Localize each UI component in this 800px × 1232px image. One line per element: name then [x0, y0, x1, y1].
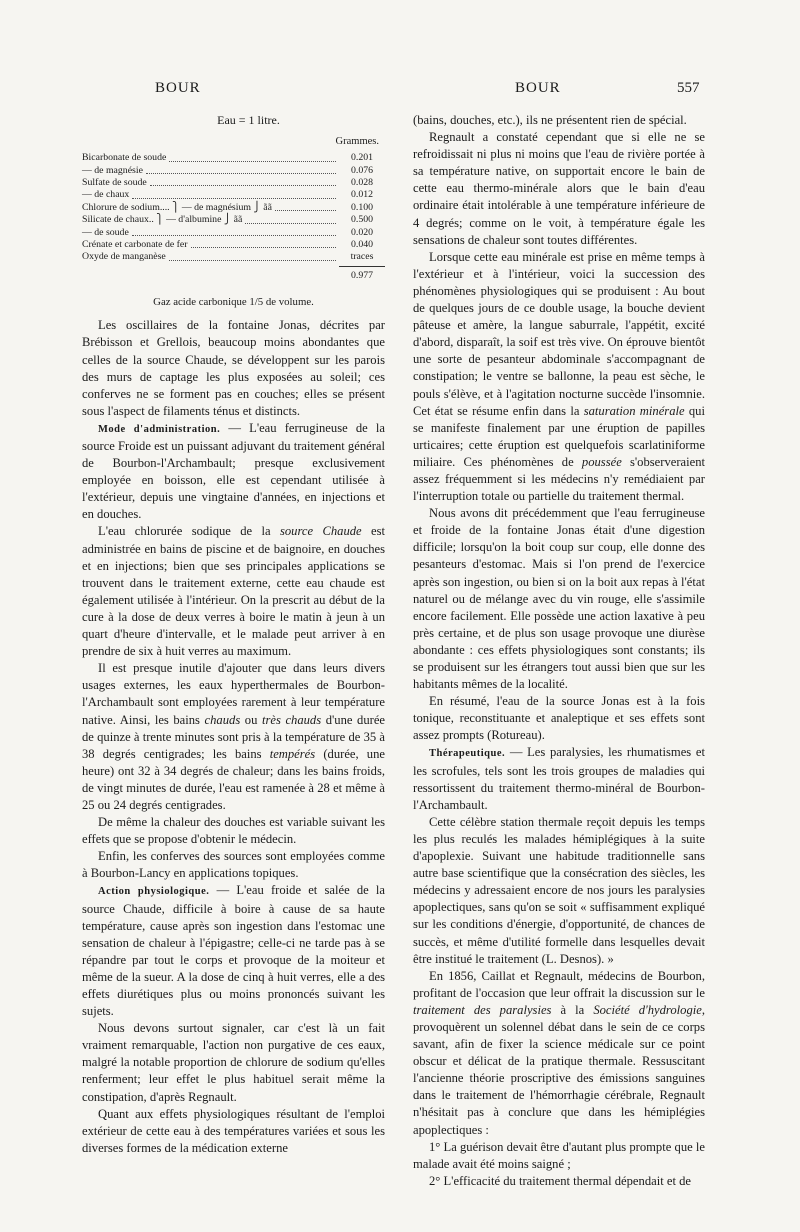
running-head-left: BOUR	[155, 80, 201, 96]
composition-unit: Grammes.	[335, 136, 379, 148]
paragraph: Mode d'administration. — L'eau ferrugineuse de la source Froide est un puissant adjuvant du traitement général de Bourbon-l'Archambault; presque exclusivement employée en boisson, elle est cependant utilisée à l'extérieur, depuis une vingtaine d'années, en injections et en douches.	[82, 420, 385, 522]
gas-note: Gaz acide carbonique 1/5 de volume.	[153, 296, 314, 309]
paragraph: Nous avons dit précédemment que l'eau ferrugineuse et froide de la fontaine Jonas était d'une digestion difficile; lorsqu'on la boit coup sur coup, elle donne des pesanteurs d'estomac. Mais si l'on prend de l'exercice après son ingestion, ou bien si on la boit aux repas à l'état naturel ou de mélange avec du vin rouge, elle s'assimile encore facilement. Elle possède une action laxative à peu près certaine, et de plus son usage provoque une diurèse abondante : ces effets physiologiques sont constants; ils se produisent sur les étrangers tout aussi bien que sur les habitants mêmes de la localité.	[413, 506, 705, 692]
composition-table	[82, 152, 385, 282]
composition-row: Crénate et carbonate de fer 0.040	[82, 239, 374, 251]
paragraph: En 1856, Caillat et Regnault, médecins de Bourbon, profitant de l'occasion que leur offrait la discussion sur le traitement des paralysies à la Société d'hydrologie, provoquèrent un solennel débat dans le sein de ce corps savant, afin de fixer la science médicale sur ce point obscur et délicat de la pratique thermale. Ressuscitant l'ancienne théorie proscriptive des émissions sanguines dans le traitement de l'hémorrhagie cérébrale, Regnault n'hésitait pas à conclure que dans les hémiplégies apoplectiques :	[413, 968, 705, 1137]
paragraph: Enfin, les conferves des sources sont employées comme à Bourbon-Lancy en applications topiques.	[82, 849, 385, 881]
composition-heading: Eau = 1 litre.	[217, 113, 280, 127]
composition-row: Bicarbonate de soude 0.201	[82, 152, 374, 164]
composition-row: Chlorure de sodium.... ⎫ — de magnésium ⎭ ãã 0.100	[82, 201, 374, 213]
paragraph: Cette célèbre station thermale reçoit depuis les temps les plus reculés les malades hémiplégiques à la suite d'apoplexie. Suivant une habitude traditionnelle sans autre base scientifique que la consécration des siècles, les médecins y adressaient encore de nos jours les paralysies apoplectiques, sans qu'on se soit « suffisamment expliqué sur les conditions d'énergie, d'opportunité, de chances de succès, et même d'utilité formelle dans lesquelles devait être institué le traitement (L. Desnos). »	[413, 814, 705, 966]
paragraph: (bains, douches, etc.), ils ne présentent rien de spécial.	[413, 113, 687, 127]
paragraph: L'eau chlorurée sodique de la source Chaude est administrée en bains de piscine et de baignoire, en douches et en injections; bien que ses principales applications se trouvent dans le traitement externe, cette eau chaude est également utilisée à l'intérieur. On la prescrit au début de la cure à la dose de deux verres à boire le matin à jeun à un quart d'heure d'intervalle, et le malade peut arriver à en prendre de six à huit verres au maximum.	[82, 524, 385, 659]
composition-row: Sulfate de soude 0.028	[82, 177, 374, 188]
section-heading: Thérapeutique.	[429, 748, 506, 760]
composition-row: Oxyde de manganèse traces	[82, 251, 374, 263]
paragraph: Regnault a constaté cependant que si elle ne se refroidissait ni plus ni moins que l'eau de rivière portée à sa température native, on supportait encore le bain de cette eau thermo-minérale alors que le bain d'eau ordinaire était intolérable à une température inférieure de 4 degrés; comme on le voit, à température égale les sensations de chaleur sont toutes différentes.	[413, 130, 705, 247]
composition-total: 0.977	[82, 266, 385, 282]
paragraph: En résumé, l'eau de la source Jonas est à la fois tonique, reconstituante et analeptique et ses effets sont assez prompts (Rotureau).	[413, 694, 705, 743]
section-heading: Mode d'administration.	[98, 423, 221, 435]
composition-row: Silicate de chaux.. ⎫ — d'albumine ⎭ ãã 0.500	[82, 214, 374, 226]
paragraph: De même la chaleur des douches est variable suivant les effets que se propose d'obtenir le médecin.	[82, 815, 385, 847]
paragraph: Nous devons surtout signaler, car c'est là un fait vraiment remarquable, l'action non purgative de ces eaux, malgré la notable proportion de chlorure de sodium qu'elles renferment; leur effet le plus habituel serait même la constipation, d'après Regnault.	[82, 1021, 385, 1104]
paragraph: Action physiologique. — L'eau froide et salée de la source Chaude, difficile à boire à cause de sa haute température, cause après son ingestion dans l'estomac une sensation de chaleur à l'épigastre; celle-ci ne tarde pas à se répandre par tout le corps et provoque de la moiteur et même de la sueur. A la dose de cinq à huit verres, elle a des effets diurétiques plus ou moins prononcés suivant les sujets.	[82, 883, 385, 1019]
paragraph: Lorsque cette eau minérale est prise en même temps à l'extérieur et à l'intérieur, voici la succession des phénomènes physiologiques qui se produisent : Au bout de quelques jours de ce double usage, la bouche devient pâteuse et amère, la langue saburrale, l'appétit, excité d'abord, disparaît, la soif est très vive. On éprouve bientôt une sorte de pesanteur abdominale s'accompagnant de constipation; le ventre se ballonne, la peau est sèche, le pouls s'élève, et à l'agitation nocturne succède l'insomnie. Cet état se résume enfin dans la saturation minérale qui se manifeste finalement par une éruption de papilles urticaires; cette éruption est quelquefois scarlatiniforme miliaire. Ces phénomènes de poussée s'observeraient assez fréquemment si les médecins n'y remédiaient par l'interruption totale ou partielle du traitement thermal.	[413, 249, 705, 504]
right-column	[413, 112, 705, 1190]
paragraph: Les oscillaires de la fontaine Jonas, décrites par Brébisson et Grellois, beaucoup moins abondantes que celles de la source Chaude, se développent sur les parois des murs de captage les plus exposées au soleil; ces conferves ne se forment pas en couches; elles se présent sous l'aspect de filaments ténus et distincts.	[82, 318, 385, 418]
paragraph: 2° L'efficacité du traitement thermal dépendait et de	[429, 1173, 691, 1188]
section-heading: Action physiologique.	[98, 886, 210, 898]
left-column	[82, 110, 385, 1157]
paragraph: Thérapeutique. — Les paralysies, les rhumatismes et les scrofules, tels sont les trois groupes de maladies qui ressortissent du traitement thermo-minéral de Bourbon-l'Archambault.	[413, 745, 705, 812]
paragraph: Il est presque inutile d'ajouter que dans leurs divers usages externes, les eaux hyperthermales de Bourbon-l'Archambault sont employées rarement à leur température native. Ainsi, les bains chauds ou très chauds d'une durée de quinze à trente minutes sont pris à la température de 35 à 38 degrés centigrades; les bains tempérés (durée, une heure) ont 32 à 34 degrés de chaleur; dans les bains froids, de vingt minutes de durée, l'eau est ramenée à 28 et même à 25 ou 24 degrés centigrades.	[82, 661, 386, 812]
composition-row: — de chaux 0.012	[82, 189, 374, 201]
composition-row: — de soude 0.020	[82, 226, 374, 238]
paragraph: Quant aux effets physiologiques résultant de l'emploi extérieur de cette eau à des températures variées et sous les diverses formes de la médication externe	[82, 1106, 385, 1155]
composition-row: — de magnésie 0.076	[82, 164, 374, 176]
paragraph: 1° La guérison devait être d'autant plus prompte que le malade avait été moins saigné ;	[413, 1139, 705, 1171]
page-number: 557	[677, 80, 700, 96]
running-head-right: BOUR	[515, 80, 561, 96]
